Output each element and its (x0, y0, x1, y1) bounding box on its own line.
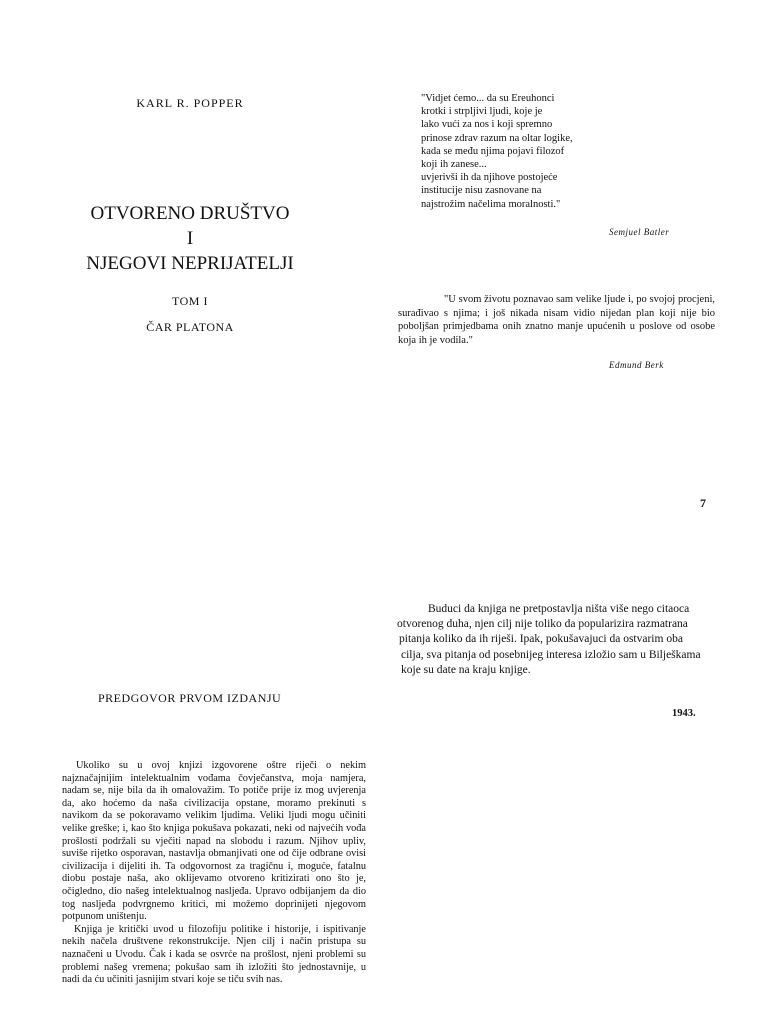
preface-heading: PREDGOVOR PRVOM IZDANJU (98, 691, 282, 705)
volume-number: TOM I (172, 294, 208, 308)
epigraph-line: uvjerivši ih da njihove postojeće (421, 172, 558, 184)
epigraph-line: kada se među njima pojavi filozof (421, 145, 565, 157)
note-line: pitanja koliko da ih riješi. Ipak, pokušavajuci da ostvarim oba (399, 633, 683, 646)
epigraph-burke-attribution: Edmund Berk (609, 360, 664, 370)
book-title (60, 201, 320, 276)
volume-title: ČAR PLATONA (146, 320, 234, 334)
epigraph-line: institucije nisu zasnovane na (421, 185, 542, 197)
page-number: 7 (700, 496, 706, 510)
epigraph-line: "Vidjet ćemo... da su Ereuhonci (421, 93, 555, 104)
epigraph-butler-attribution: Semjuel Batler (609, 227, 670, 237)
epigraph-line: najstrožim načelima moralnosti." (421, 198, 561, 210)
epigraph-line: krotki i strpljivi ljudi, koje je (421, 106, 543, 118)
preface-note (397, 602, 717, 678)
title-line-3: NJEGOVI NEPRIJATELJI (86, 253, 294, 274)
preface-year: 1943. (672, 708, 696, 719)
author-name: KARL R. POPPER (136, 96, 244, 110)
preface-paragraph-2: Knjiga je kritički uvod u filozofiju politike i historije, i ispitivanje nekih načela društvene rekonstrukcije. Njen cilj i način pristupa su naznačeni u Uvodu. Čak i kada se osvrće na prošlost, njeni problemi su problemi našeg vremena; pokušao sam ih izložiti što jednostavnije, u nadi da ću učiniti jasnijim stvari koje se tiču svih nas. (62, 923, 366, 986)
epigraph-burke: "U svom životu poznavao sam velike ljude i, po svojoj procjeni, surađivao s njima; i još nikada nisam vidio nijedan plan koji nije bio poboljšan primjedbama onih znatno manje upućenih u poslove od osobe koja ih je vodila." (398, 294, 715, 346)
epigraph-butler (421, 92, 631, 211)
epigraph-line: prinose zdrav razum na oltar logike, (421, 132, 573, 144)
epigraph-line: koji ih zanese... (421, 159, 487, 171)
note-line: cilja, sva pitanja od posebnijeg interesa izložio sam u Bilješkama (401, 648, 701, 661)
title-line-2: I (186, 228, 194, 249)
epigraph-line: lako vući za nos i koji spremno (421, 119, 553, 131)
preface-body (62, 760, 366, 987)
note-line: koje su date na kraju knjige. (401, 663, 531, 676)
note-line: otvorenog duha, njen cilj nije toliko da popularizira razmatrana (397, 618, 688, 631)
title-line-1: OTVORENO DRUŠTVO (90, 203, 290, 224)
note-line: Buduci da knjiga ne pretpostavlja ništa više nego citaoca (428, 603, 690, 615)
preface-paragraph-1: Ukoliko su u ovoj knjizi izgovorene oštre riječi o nekim najznačajnijim intelektualnim vođama čovječanstva, moja namjera, nadam se, nije bila da ih omalovažim. To potiče prije iz mog uvjerenja da, ako hoćemo da naša civilizacija opstane, moramo prekinuti s navikom da se pokoravamo velikim ljudima. Veliki ljudi mogu učiniti velike greške; i, kao što knjiga pokušava pokazati, neki od najvećih vođa prošlosti podržali su vječiti napad na slobodu i razum. Njihov upliv, suviše rijetko osporavan, nastavlja obmanjivati one od čije odbrane ovisi civilizacija i dijeliti ih. Ta odgovornost za tragičnu i, moguće, fatalnu diobu postaje naša, ako oklijevamo otvoreno kritizirati ono što je, očigledno, dio našeg intelektualnog nasljeđa. Upravo odbijanjem da dio tog nasljeđa podvrgnemo kritici, mi možemo doprinijeti njegovom potpunom uništenju. (62, 760, 366, 923)
